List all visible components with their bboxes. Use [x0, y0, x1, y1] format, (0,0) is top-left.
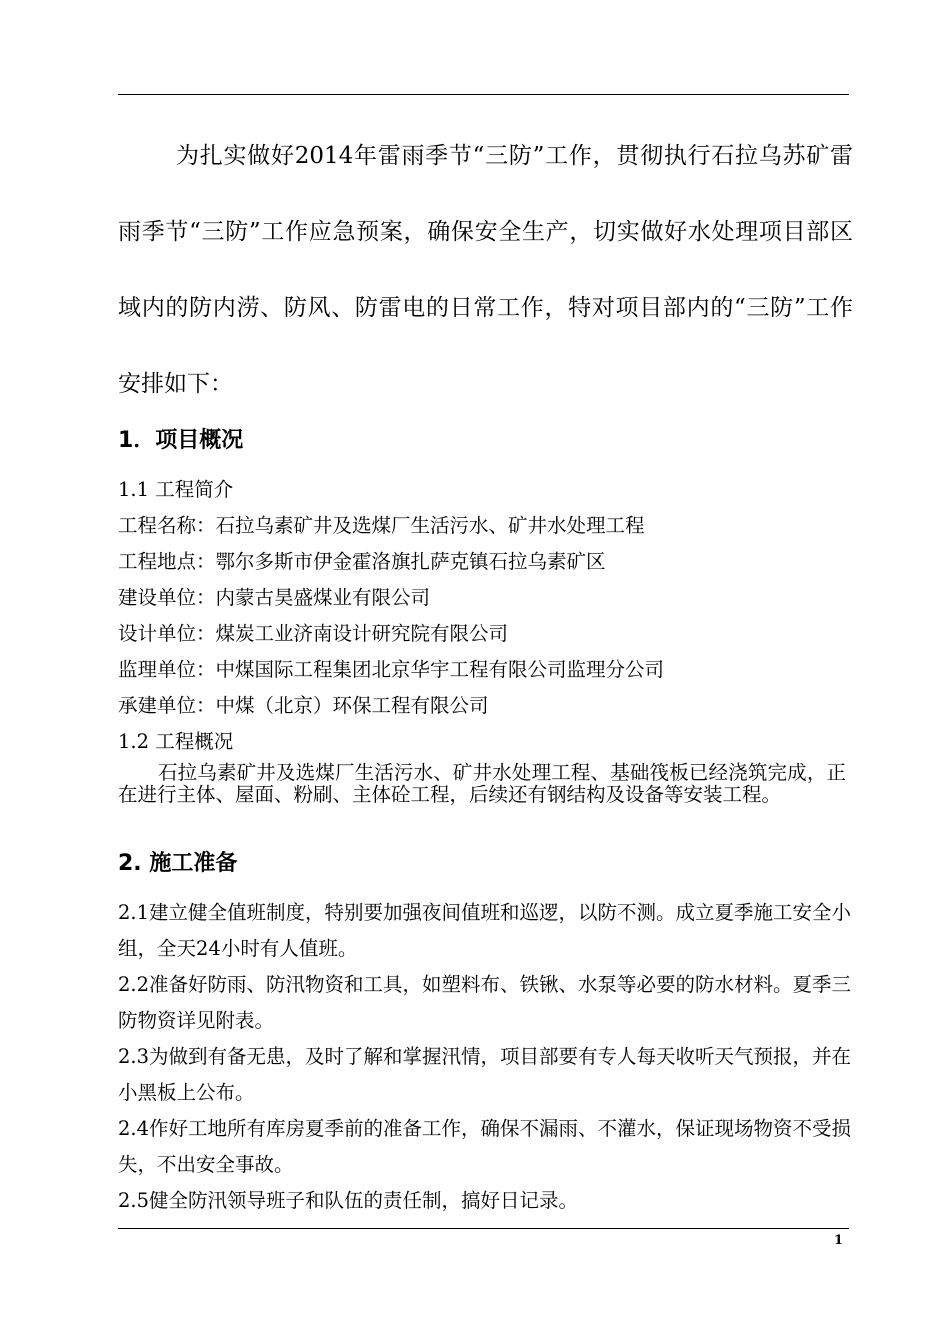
page-number: 1	[834, 1233, 844, 1248]
preparation-list	[118, 895, 863, 1219]
preparation-item: 2.4作好工地所有库房夏季前的准备工作，确保不漏雨、不灌水，保证现场物资不受损失，不出安全事故。	[118, 1117, 852, 1176]
preparation-item: 2.5健全防汛领导班子和队伍的责任制，搞好日记录。	[118, 1189, 579, 1212]
project-overview-paragraph: 石拉乌素矿井及选煤厂生活污水、矿井水处理工程、基础筏板已经浇筑完成，正在进行主体、屋面、粉刷、主体砼工程，后续还有钢结构及设备等安装工程。	[118, 761, 846, 806]
header-rule	[118, 94, 849, 95]
contractor-unit: 承建单位：中煤（北京）环保工程有限公司	[118, 694, 489, 717]
section-2-heading: 2. 施工准备	[118, 851, 238, 876]
intro-paragraph: 为扎实做好2014年雷雨季节“三防”工作，贯彻执行石拉乌苏矿雷雨季节“三防”工作应急预案，确保安全生产，切实做好水处理项目部区域内的防内涝、防风、防雷电的日常工作，特对项目部内的“三防”工作安排如下：	[118, 143, 853, 397]
preparation-item: 2.2准备好防雨、防汛物资和工具，如塑料布、铁锹、水泵等必要的防水材料。夏季三防物资详见附表。	[118, 973, 852, 1032]
section-1-heading: 1．项目概况	[118, 428, 244, 453]
preparation-item: 2.3为做到有备无患，及时了解和掌握汛情，项目部要有专人每天收听天气预报，并在小黑板上公布。	[118, 1045, 852, 1104]
project-location: 工程地点：鄂尔多斯市伊金霍洛旗扎萨克镇石拉乌素矿区	[118, 550, 606, 573]
subsection-1-1-heading: 1.1 工程简介	[118, 478, 234, 501]
project-info-list	[118, 472, 853, 760]
preparation-item: 2.1建立健全值班制度，特别要加强夜间值班和巡逻，以防不测。成立夏季施工安全小组，全天24小时有人值班。	[118, 901, 852, 960]
project-name: 工程名称：石拉乌素矿井及选煤厂生活污水、矿井水处理工程	[118, 514, 645, 537]
subsection-1-2-heading: 1.2 工程概况	[118, 730, 234, 753]
design-unit: 设计单位：煤炭工业济南设计研究院有限公司	[118, 622, 509, 645]
footer-rule	[118, 1228, 849, 1229]
supervision-unit: 监理单位：中煤国际工程集团北京华宇工程有限公司监理分公司	[118, 658, 665, 681]
owner-unit: 建设单位：内蒙古昊盛煤业有限公司	[118, 586, 431, 609]
